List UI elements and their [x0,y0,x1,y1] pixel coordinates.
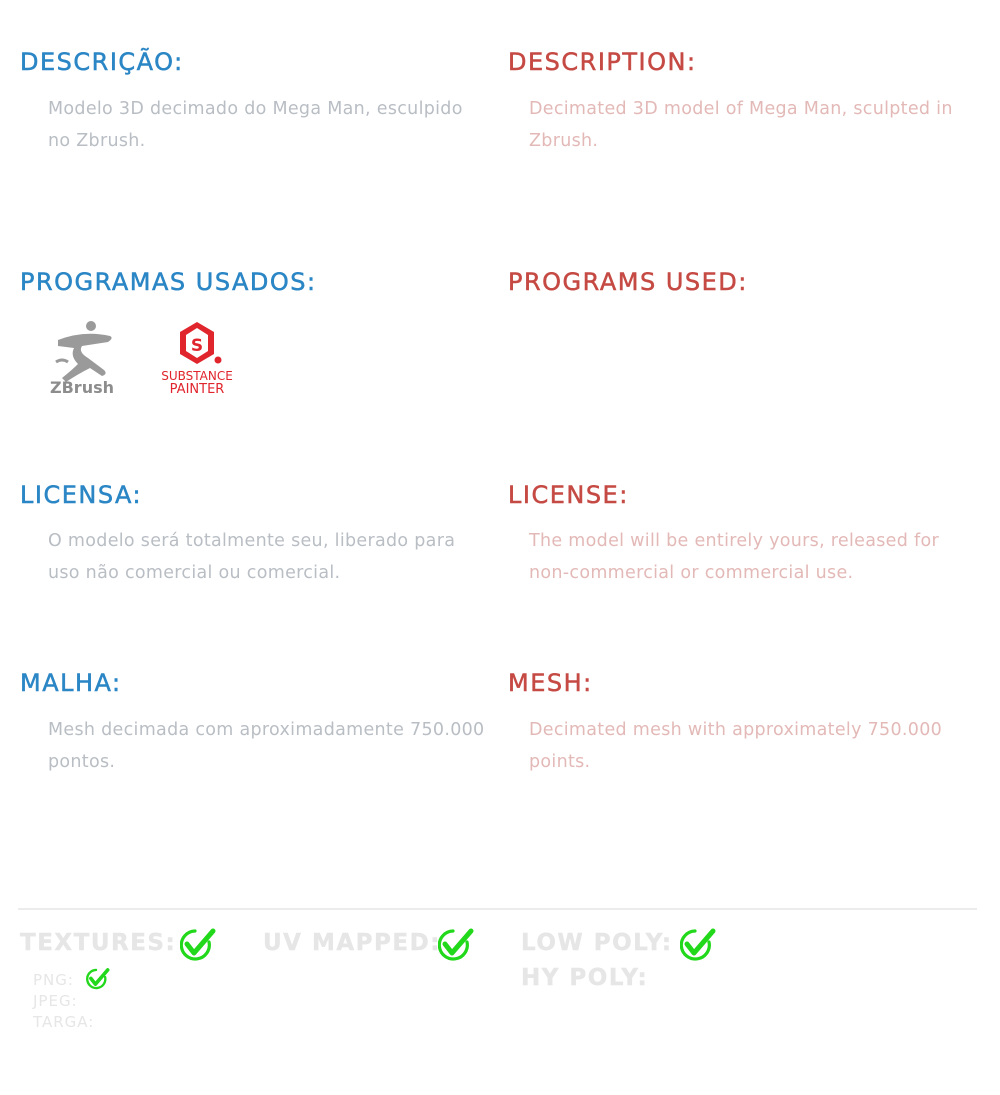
substance-label-line2: PAINTER [169,382,225,397]
license-pt-heading: LICENSA: [20,481,143,509]
license-pt-text: O modelo será totalmente seu, liberado para uso não comercial ou comercial. [48,531,456,583]
description-pt-text: Modelo 3D decimado do Mega Man, esculpido no Zbrush. [48,99,463,151]
low-poly-check-icon [680,928,716,962]
programs-pt-heading: PROGRAMAS USADOS: [20,268,317,296]
description-en-text: Decimated 3D model of Mega Man, sculpted in Zbrush. [529,99,953,151]
mesh-pt-heading: MALHA: [20,669,122,697]
programs-en-heading: PROGRAMS USED: [508,268,748,296]
license-en-heading: LICENSE: [508,481,629,509]
description-pt-heading: DESCRIÇÃO: [20,48,184,76]
mesh-en-heading: MESH: [508,669,593,697]
format-targa-label: TARGA: [33,1013,95,1031]
format-png-check-icon [86,968,110,990]
low-poly-label: LOW POLY: [521,930,673,956]
substance-painter-icon [152,318,242,398]
substance-painter-logo [152,318,242,398]
divider [18,908,977,910]
uv-mapped-label: UV MAPPED: [263,930,441,956]
zbrush-icon [48,318,124,396]
description-en-heading: DESCRIPTION: [508,48,697,76]
textures-label: TEXTURES: [20,930,177,956]
format-jpeg-label: JPEG: [33,992,78,1010]
format-png-label: PNG: [33,971,74,989]
license-en-text: The model will be entirely yours, released for non-commercial or commercial use. [529,531,939,583]
mesh-en-text: Decimated mesh with approximately 750.000 points. [529,720,943,772]
hy-poly-label: HY POLY: [521,965,649,991]
textures-check-icon [180,928,216,962]
svg-text:S: S [190,336,204,356]
uv-mapped-check-icon [438,928,474,962]
mesh-pt-text: Mesh decimada com aproximadamente 750.000 pontos. [48,720,485,772]
zbrush-logo [48,318,124,396]
substance-label-line1: SUBSTANCE [161,369,233,383]
zbrush-label: ZBrush [50,378,114,396]
